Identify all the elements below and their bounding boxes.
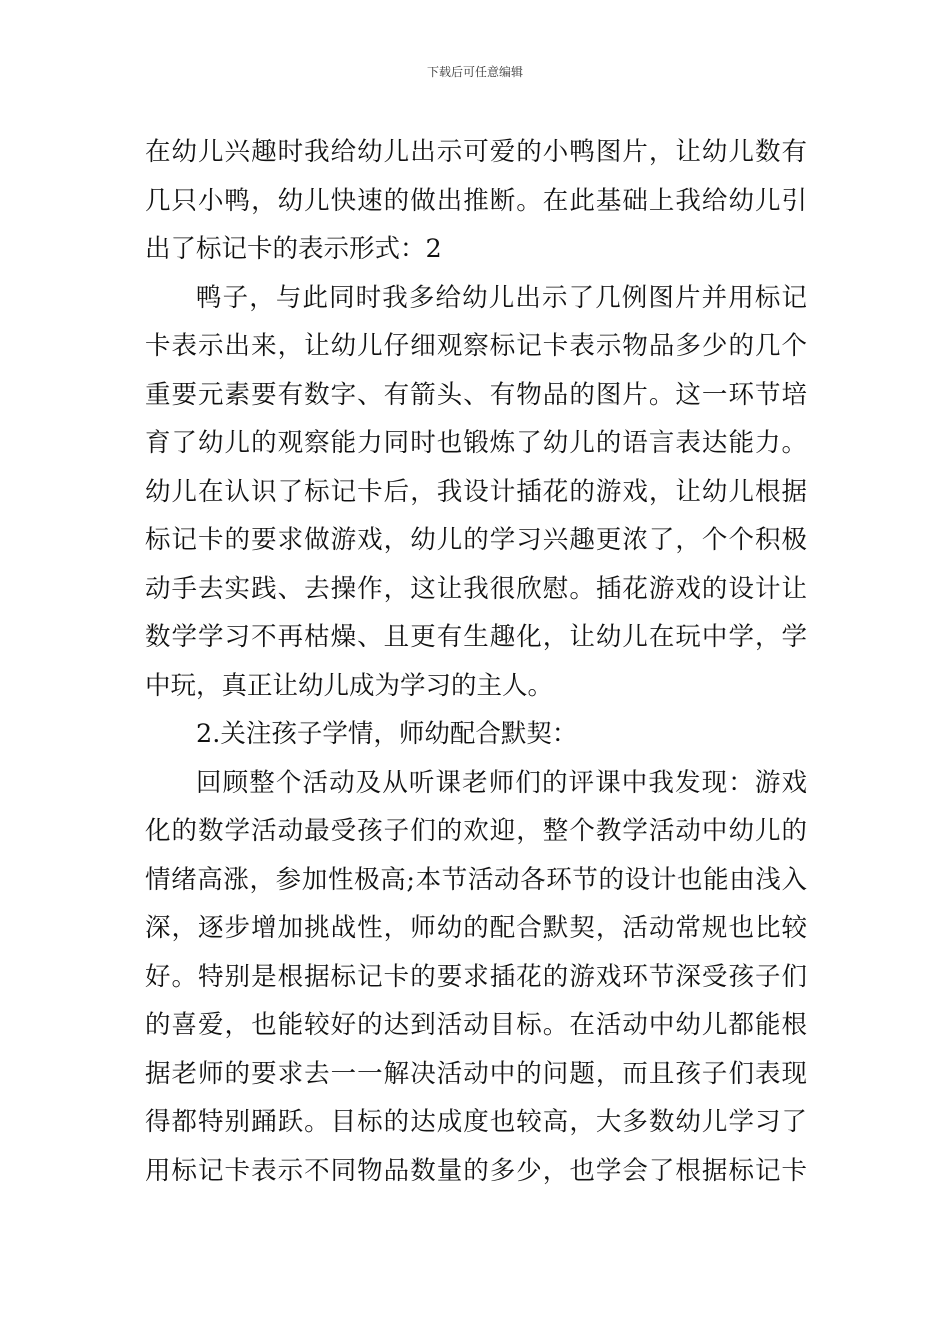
text-line: 育了幼儿的观察能力同时也锻炼了幼儿的语言表达能力。	[145, 428, 807, 458]
text-line: 卡表示出来，让幼儿仔细观察标记卡表示物品多少的几个	[145, 331, 807, 361]
text-line: 几只小鸭，幼儿快速的做出推断。在此基础上我给幼儿引	[145, 185, 807, 216]
text-line: 得都特别踊跃。目标的达成度也较高，大多数幼儿学习了	[145, 1107, 807, 1137]
text-line: 深，逐步增加挑战性，师幼的配合默契，活动常规也比较	[145, 913, 807, 943]
text-line: 重要元素要有数字、有箭头、有物品的图片。这一环节培	[145, 379, 807, 410]
text-line: 情绪高涨，参加性极高;本节活动各环节的设计也能由浅入	[145, 864, 807, 895]
text-line: 好。特别是根据标记卡的要求插花的游戏环节深受孩子们	[145, 961, 807, 992]
text-line: 出了标记卡的表示形式：2	[145, 234, 442, 264]
text-line: 化的数学活动最受孩子们的欢迎，整个教学活动中幼儿的	[145, 816, 807, 846]
document-body	[145, 128, 807, 1195]
text-line: 幼儿在认识了标记卡后，我设计插花的游戏，让幼儿根据	[145, 476, 807, 507]
text-line: 在幼儿兴趣时我给幼儿出示可爱的小鸭图片，让幼儿数有	[145, 137, 807, 167]
page-header: 下载后可任意编辑	[426, 65, 523, 79]
text-line: 动手去实践、去操作，这让我很欣慰。插花游戏的设计让	[145, 573, 807, 604]
text-line: 中玩，真正让幼儿成为学习的主人。	[145, 670, 554, 701]
text-line: 据老师的要求去一一解决活动中的问题，而且孩子们表现	[145, 1058, 807, 1089]
text-line: 标记卡的要求做游戏，幼儿的学习兴趣更浓了，个个积极	[145, 525, 807, 555]
section-heading: 2.关注孩子学情，师幼配合默契：	[196, 719, 578, 749]
text-line: 鸭子，与此同时我多给幼儿出示了几例图片并用标记	[196, 282, 807, 313]
text-line: 数学学习不再枯燥、且更有生趣化，让幼儿在玩中学，学	[145, 622, 807, 652]
text-line: 用标记卡表示不同物品数量的多少，也学会了根据标记卡	[145, 1155, 807, 1186]
text-line: 的喜爱，也能较好的达到活动目标。在活动中幼儿都能根	[145, 1010, 807, 1040]
text-line: 回顾整个活动及从听课老师们的评课中我发现：游戏	[196, 767, 807, 798]
